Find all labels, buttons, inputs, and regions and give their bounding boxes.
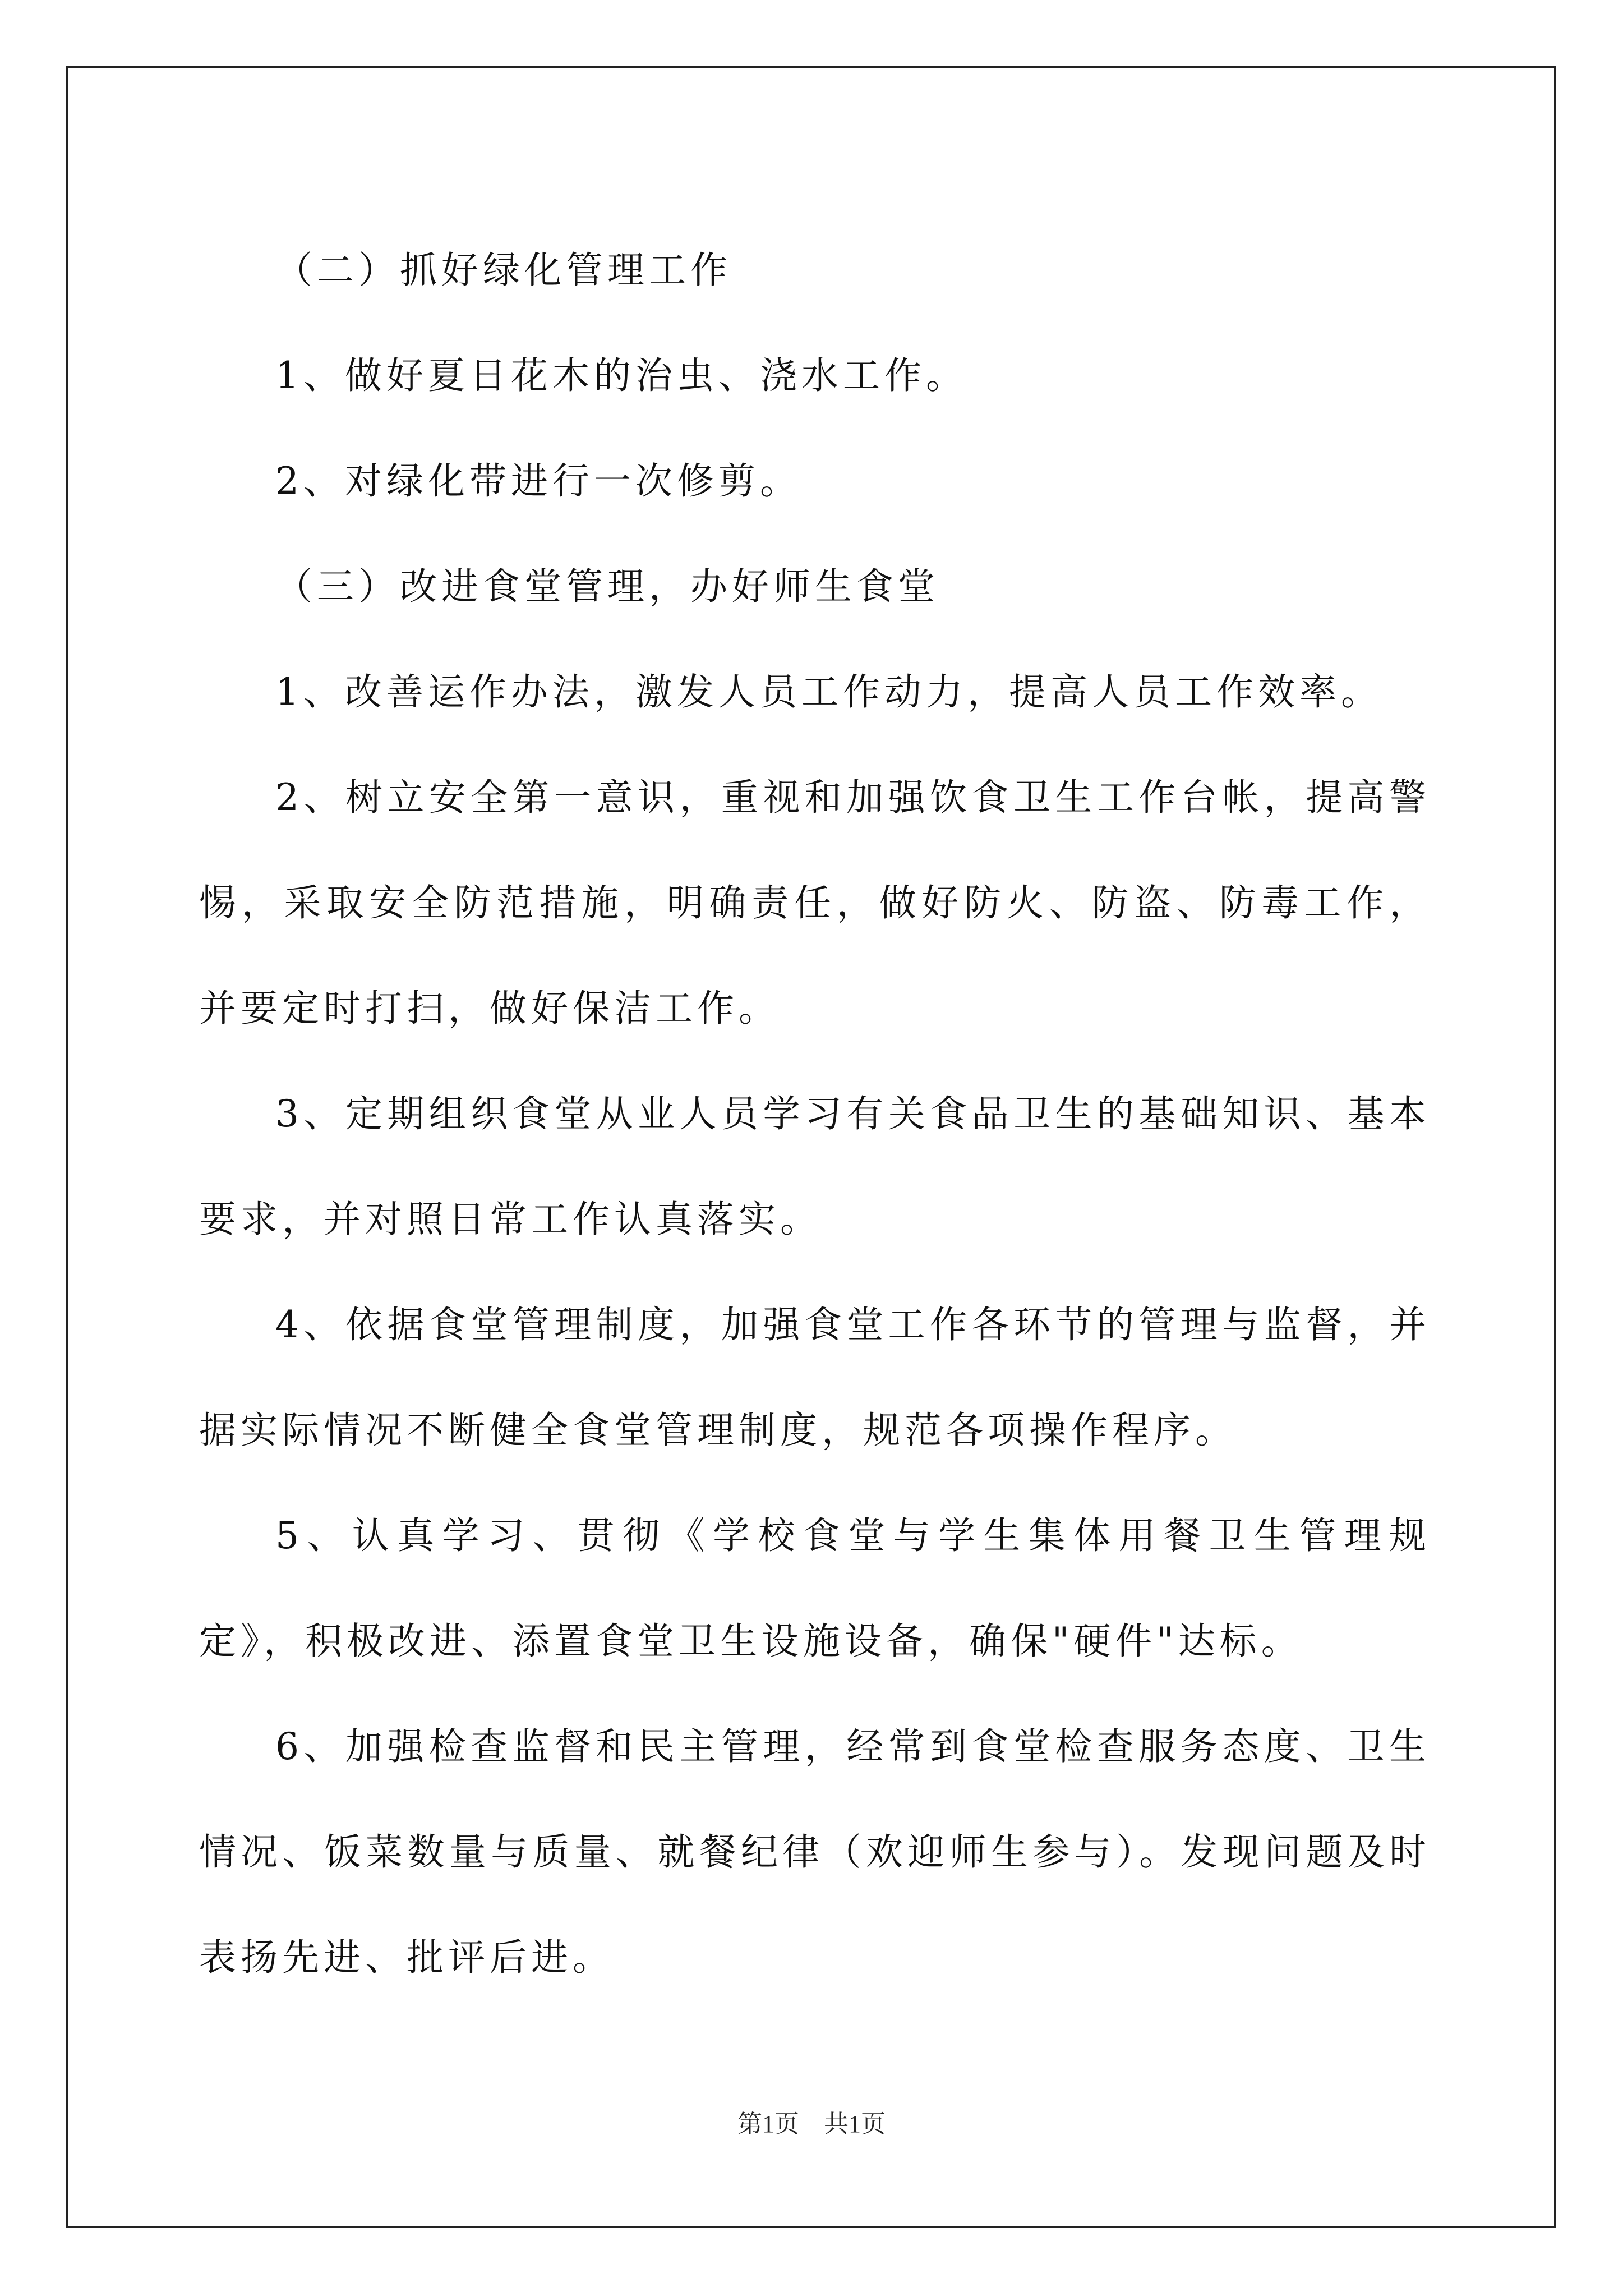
paragraph: 3、定期组织食堂从业人员学习有关食品卫生的基础知识、基本要求，并对照日常工作认真落实。 (199, 1092, 1431, 1241)
section-heading-greening: （二）抓好绿化管理工作 (275, 249, 732, 292)
paragraph: 1、做好夏日花木的治虫、浇水工作。 (275, 354, 967, 397)
section-heading-canteen: （三）改进食堂管理，办好师生食堂 (275, 565, 939, 608)
paragraph: 5、认真学习、贯彻《学校食堂与学生集体用餐卫生管理规定》，积极改进、添置食堂卫生设施设备，确保"硬件"达标。 (199, 1514, 1431, 1663)
paragraph: 1、改善运作办法，激发人员工作动力，提高人员工作效率。 (275, 670, 1382, 714)
paragraph: 2、对绿化带进行一次修剪。 (275, 459, 801, 503)
document-body (199, 218, 1431, 2010)
page-footer: 第1页 共1页 (737, 2110, 886, 2138)
paragraph: 4、依据食堂管理制度，加强食堂工作各环节的管理与监督，并据实际情况不断健全食堂管理制度，规范各项操作程序。 (199, 1303, 1431, 1452)
paragraph: 6、加强检查监督和民主管理，经常到食堂检查服务态度、卫生情况、饭菜数量与质量、就餐纪律（欢迎师生参与）。发现问题及时表扬先进、批评后进。 (199, 1725, 1431, 1979)
paragraph: 2、树立安全第一意识，重视和加强饮食卫生工作台帐，提高警惕，采取安全防范措施，明确责任，做好防火、防盗、防毒工作，并要定时打扫，做好保洁工作。 (199, 776, 1431, 1030)
